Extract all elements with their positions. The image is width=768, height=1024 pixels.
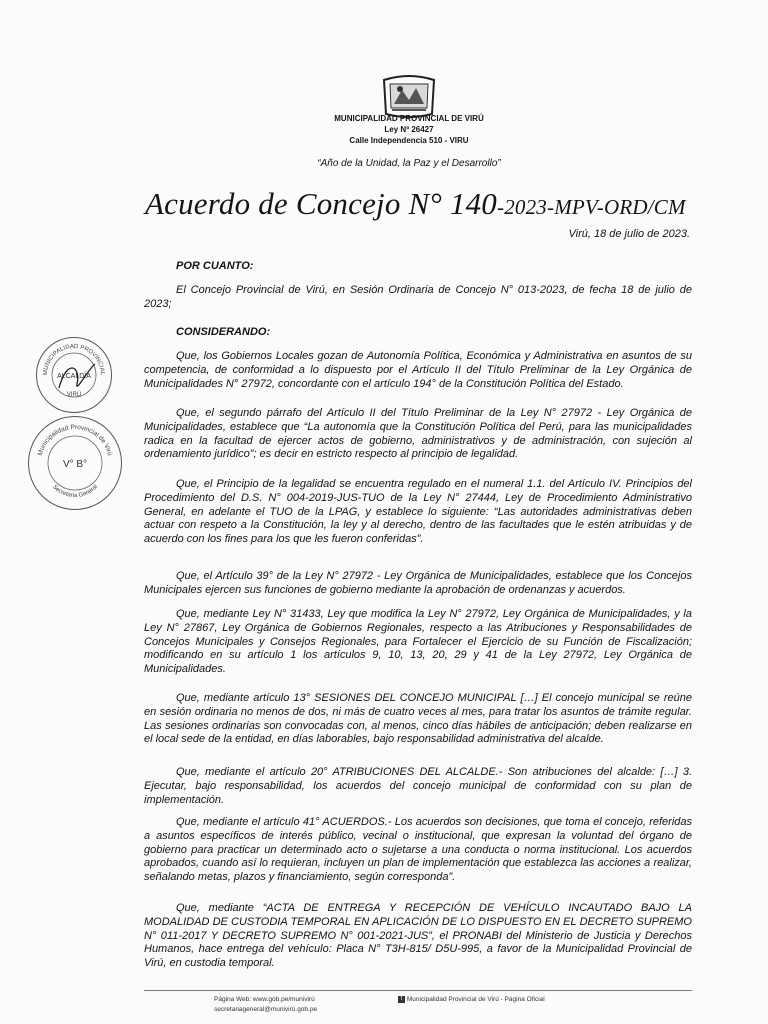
stamp-center-text: ALCALDÍA bbox=[57, 373, 91, 380]
paragraph-ley-31433 bbox=[144, 608, 692, 677]
title-suffix: -2023-MPV-ORD/CM bbox=[497, 195, 686, 219]
paragraph-text: Que, mediante artículo 13° SESIONES DEL CONCEJO MUNICIPAL […] El concejo municipal se reúne en sesión ordinaria no menos de dos, ni más de cuatro veces al mes, para tratar los asuntos de trámite regular. Las sesiones ordinarias son convocadas con, al menos, cinco días hábiles de anticipación; deben realizarse en el local sede de la entidad, en días laborables, bajo responsabilidad administrativa del alcalde. bbox=[144, 692, 692, 746]
section-por-cuanto: POR CUANTO: bbox=[176, 260, 254, 272]
section-considerando: CONSIDERANDO: bbox=[176, 326, 271, 338]
header-law: Ley Nº 26427 bbox=[384, 125, 434, 134]
paragraph-text: Que, mediante el artículo 41° ACUERDOS.- Los acuerdos son decisiones, que toma el concejo, referidas a asuntos específicos de interés público, vecinal o institucional, que expresan la voluntad del órgano de gobierno para practicar un determinado acto o sujetarse a una conducta o norma institucional. Los acuerdos aprobados, cuando así lo requieran, incluyen un plan de implementación que establezca las acciones a realizar, señalando metas, plazos y financiamiento, según corresponda”. bbox=[144, 816, 692, 884]
document-title bbox=[145, 186, 686, 222]
paragraph-sesion bbox=[144, 284, 692, 312]
paragraph-text: Que, mediante el artículo 20° ATRIBUCIONES DEL ALCALDE.- Son atribuciones del alcalde: […] 3. Ejecutar, bajo responsabilidad, los acuerdos del concejo municipal de conformidad con su plan de implementación. bbox=[144, 766, 692, 806]
paragraph-articulo-41 bbox=[144, 816, 692, 885]
footer-facebook-label: Municipalidad Provincial de Virú - Página Oficial bbox=[406, 996, 545, 1004]
header-address: Calle Independencia 510 - VIRU bbox=[349, 136, 469, 145]
footer-divider bbox=[144, 990, 692, 991]
paragraph-articulo-20 bbox=[144, 766, 692, 807]
year-motto: “Año de la Unidad, la Paz y el Desarrollo” bbox=[317, 158, 501, 169]
paragraph-articulo-39 bbox=[144, 570, 692, 598]
paragraph-text: Que, el Principio de la legalidad se encuentra regulado en el numeral 1.1. del Artículo IV. Principios del Procedimiento del D.S. N° 004-2019-JUS-TUO de la Ley N° 27444, Ley de Procedimiento Administrativo General, en adelante el TUO de la LPAG, y establece lo siguiente: “Las autoridades administrativas deben actuar con respeto a la Constitución, la ley y al derecho, dentro de las facultades que le estén atribuidas y de acuerdo con los fines para los que les fueron conferidas”. bbox=[144, 478, 692, 546]
paragraph-text: Que, el Artículo 39° de la Ley N° 27972 - Ley Orgánica de Municipalidades, establece que los Concejos Municipales ejercen sus funciones de gobierno mediante la aprobación de ordenanzas y acuerdos. bbox=[144, 570, 692, 596]
alcaldia-stamp bbox=[36, 337, 112, 413]
stamp-ring-text: MUNICIPALIDAD PROVINCIAL bbox=[42, 343, 106, 376]
municipal-logo bbox=[380, 74, 438, 118]
facebook-icon: f bbox=[398, 996, 405, 1003]
paragraph-principio-legalidad bbox=[144, 478, 692, 547]
title-prefix: Acuerdo de Concejo N° 140 bbox=[145, 186, 498, 221]
paragraph-text: Que, mediante “ACTA DE ENTREGA Y RECEPCIÓN DE VEHÍCULO INCAUTADO BAJO LA MODALIDAD DE CUSTODIA TEMPORAL EN APLICACIÓN DE LO DISPUESTO EN EL DECRETO SUPREMO N° 011-2017 Y DECRETO SUPREMO N° 001-2021-JUS”, el PRONABI del Ministerio de Justicia y Derechos Humanos, hace entrega del vehículo: Placa N° T3H-815/ D5U-995, a favor de la Municipalidad Provincial de Virú, en custodia temporal. bbox=[144, 902, 692, 970]
stamp-bottom-text: Secretaría General bbox=[51, 484, 99, 500]
document-date: Virú, 18 de julio de 2023. bbox=[568, 228, 690, 240]
footer-facebook[interactable] bbox=[398, 996, 545, 1003]
paragraph-text: Que, los Gobiernos Locales gozan de Autonomía Política, Económica y Administrativa en asuntos de su competencia, de conformidad a lo dispuesto por el Artículo II del Título Preliminar de la Ley Orgánica de Municipalidades N° 27972, concordante con el artículo 194° de la Constitución Política del Estado. bbox=[144, 350, 692, 390]
paragraph-text: El Concejo Provincial de Virú, en Sesión Ordinaria de Concejo N° 013-2023, de fecha 18 de julio de 2023; bbox=[144, 284, 692, 310]
footer-web[interactable]: Página Web: www.gob.pe/munivirú bbox=[214, 996, 315, 1003]
stamp-center-text: V° B° bbox=[62, 459, 88, 470]
paragraph-text: Que, mediante Ley N° 31433, Ley que modifica la Ley N° 27972, Ley Orgánica de Municipalidades, y la Ley N° 27867, Ley Orgánica de Gobiernos Regionales, respecto a las Atribuciones y Responsabilidades de Concejos Municipales y Consejos Regionales, para Fortalecer el Ejercicio de su Función de Fiscalización; modificando en su artículo 1 los artículos 9, 10, 13, 20, 29 y 41 de la Ley 27972, Ley Orgánica de Municipalidades. bbox=[144, 608, 692, 676]
paragraph-articulo-13 bbox=[144, 692, 692, 747]
visto-bueno-stamp bbox=[28, 416, 122, 510]
footer-email[interactable]: secretariageneral@munivirú.gob.pe bbox=[214, 1006, 318, 1013]
paragraph-segundo-parrafo bbox=[144, 407, 692, 462]
stamp-ring-text: Municipalidad Provincial de Virú bbox=[36, 423, 114, 457]
header-org: MUNICIPALIDAD PROVINCIAL DE VIRÚ bbox=[334, 114, 484, 123]
paragraph-autonomia bbox=[144, 350, 692, 391]
stamp-bottom-text: VIRÚ bbox=[66, 392, 82, 398]
paragraph-text: Que, el segundo párrafo del Artículo II del Título Preliminar de la Ley N° 27972 - Ley Orgánica de Municipalidades, establece que “La autonomía que la Constitución Política del Perú, para las municipalidades radica en la facultad de ejercer actos de gobierno, administrativos y de administración, con sujeción al ordenamiento jurídico”; es decir en estricto respecto al principio de legalidad. bbox=[144, 407, 692, 461]
paragraph-acta-entrega bbox=[144, 902, 692, 971]
